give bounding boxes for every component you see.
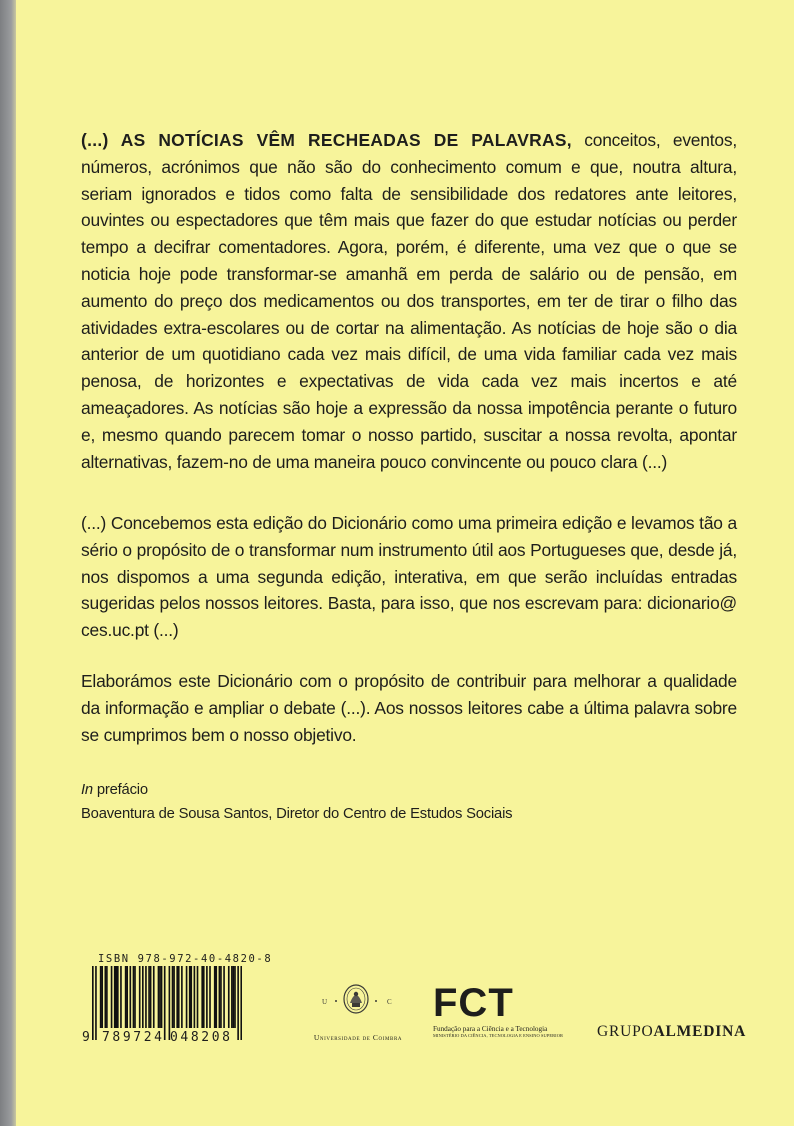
fct-acronym: FCT xyxy=(433,981,514,1025)
uc-right-letter: C xyxy=(387,998,392,1006)
quote-paragraph-3 xyxy=(81,668,737,748)
credit-source-text: prefácio xyxy=(92,782,148,798)
almedina-name: ALMEDINA xyxy=(653,1023,747,1040)
credit-in-word: In xyxy=(81,782,93,798)
barcode-left-digits: 789724 xyxy=(102,1030,165,1045)
almedina-prefix: GRUPO xyxy=(597,1023,654,1040)
credit-source xyxy=(81,778,512,802)
uc-left-letter: U xyxy=(322,998,328,1006)
credit-author: Boaventura de Sousa Santos, Diretor do Centro de Estudos Sociais xyxy=(81,806,513,822)
grupo-almedina-logo xyxy=(597,1023,746,1041)
quote-credit xyxy=(81,778,512,826)
paragraph-3-text: Elaborámos este Dicionário com o propósito de contribuir para melhorar a qualidade da informação e ampliar o debate (...). Aos nossos leitores cabe a última palavra sobre se cumprimos bem o nosso objetivo. xyxy=(81,671,737,745)
uc-seal-icon xyxy=(344,985,368,1013)
quote-paragraph-1 xyxy=(81,127,737,475)
lead-heading: (...) AS NOTÍCIAS VÊM RECHEADAS DE PALAVRAS, xyxy=(81,130,572,150)
quote-paragraph-2 xyxy=(81,510,737,644)
barcode-right-digits: 048208 xyxy=(170,1030,233,1045)
paragraph-2-text: (...) Concebemos esta edição do Dicionário como uma primeira edição e levamos tão a sério o propósito de o transformar num instrumento útil aos Portugueses que, desde já, nos dispomos a uma segunda edição, interativa, em que serão incluídas entradas sugeridas pelos nossos leitores. Basta, para isso, que nos escrevam para: dicionario@ ces.uc.pt (...) xyxy=(81,513,737,641)
fct-logo xyxy=(433,981,564,1039)
barcode-icon xyxy=(92,966,242,1040)
isbn-label: ISBN 978-972-40-4820-8 xyxy=(98,953,273,965)
fct-name: Fundação para a Ciência e a Tecnologia xyxy=(433,1025,548,1033)
book-spine-edge xyxy=(0,0,16,1126)
barcode-first-digit: 9 xyxy=(82,1030,93,1045)
uc-name: Universidade de Coimbra xyxy=(313,1033,403,1042)
paragraph-1-body: conceitos, eventos, números, acrónimos que não são do conhecimento comum e que, noutra altura, seriam ignorados e tidos como falta de sensibilidade dos redatores ante leitores, ouvintes ou espectadores que têm mais que fazer do que estudar notícias ou perder tempo a decifrar comentadores. Agora, porém, é diferente, uma vez que o que se noticia hoje pode transformar-se amanhã em perda de salário ou de pensão, em aumento do preço dos medicamentos ou dos transportes, em ter de tirar o filho das atividades extra-escolares ou de cortar na alimentação. As notícias de hoje são o dia anterior de um quotidiano cada vez mais difícil, de uma vida familiar cada vez mais penosa, de horizontes e expectativas de vida cada vez mais incertos e até ameaçadores. As notícias são hoje a expressão da nossa impotência perante o futuro e, mesmo quando parecem tomar o nosso partido, suscitar a nossa revolta, apontar alternativas, fazem-no de uma maneira pouco convincente ou pouco clara (...) xyxy=(81,130,737,472)
fct-ministry: MINISTÉRIO DA CIÊNCIA, TECNOLOGIA E ENSINO SUPERIOR xyxy=(433,1033,564,1038)
